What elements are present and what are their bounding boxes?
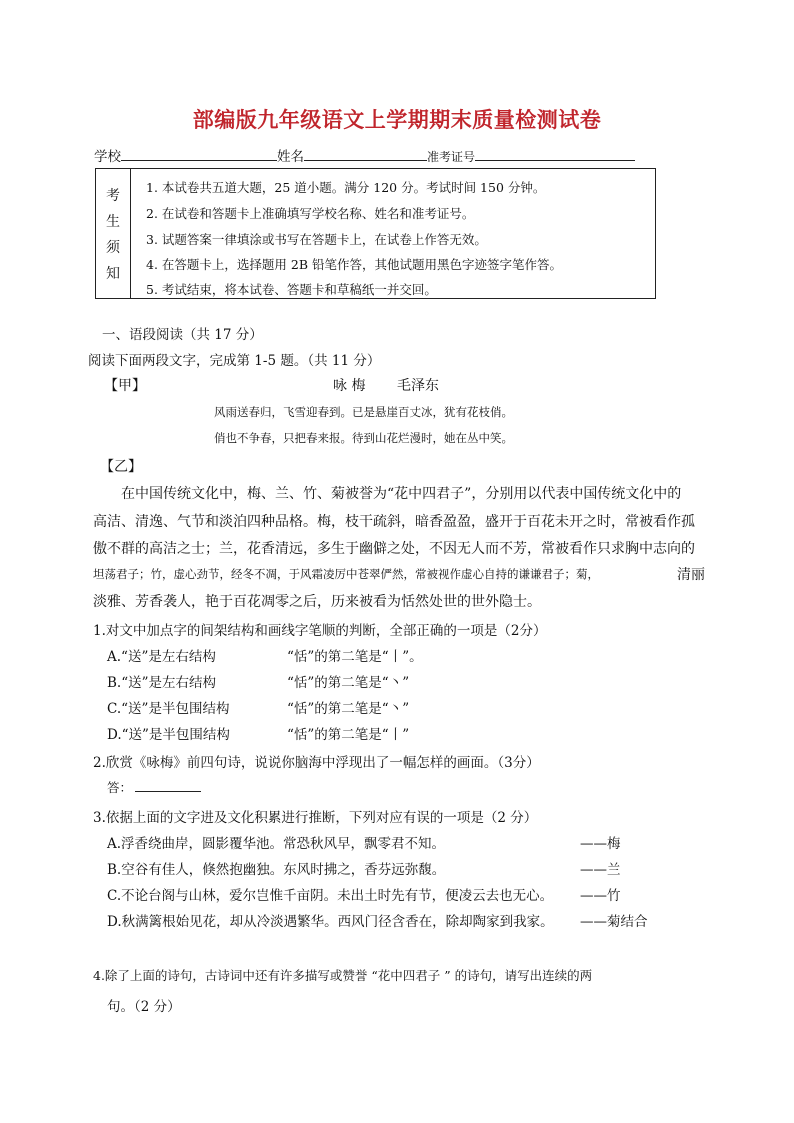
notice-head-char: 知	[106, 266, 120, 282]
exam-no-blank[interactable]	[475, 147, 635, 161]
q1-option-c-stroke: “恬”的第二笔是“丶”	[287, 701, 410, 717]
section-heading: 一、语段阅读（共 17 分）	[102, 327, 263, 343]
q1-option-b-stroke: “恬”的第二笔是“丶”	[287, 675, 410, 691]
passage-yi-line: 清丽	[677, 567, 705, 583]
poem-line: 俏也不争春，只把春来报。待到山花烂漫时，她在丛中笑。	[214, 431, 513, 445]
school-blank[interactable]	[121, 147, 277, 161]
passage-yi-line: 坦荡君子；竹，虚心劲节，经冬不凋，于风霜凌厉中苍翠俨然，常被视作虚心自持的谦谦君子；菊，	[93, 567, 599, 581]
question-2-stem: 2.欣赏《咏梅》前四句诗，说说你脑海中浮现出了一幅怎样的画面。（3分）	[93, 755, 540, 771]
q1-option-d-stroke: “恬”的第二笔是“丨”	[287, 727, 410, 743]
question-3-stem: 3.依据上面的文字进及文化积累进行推断，下列对应有误的一项是（2 分）	[93, 810, 538, 826]
poem-title: 咏 梅	[333, 378, 366, 394]
question-4-stem: 4.除了上面的诗句，古诗词中还有许多描写或赞誉 “花中四君子 ” 的诗句，请写出连续的两	[93, 968, 593, 983]
q1-option-d: D.“送”是半包围结构	[107, 727, 230, 743]
q3-option-d: D.秋满篱根始见花，却从冷淡遇繁华。西风门径含香在，除却陶家到我家。	[107, 914, 554, 930]
notice-head-char: 考	[106, 188, 120, 204]
exam-no-label: 准考证号	[427, 150, 476, 164]
q3-option-a: A.浮香绕曲岸，圆影覆华池。常恐秋风早，飘零君不知。	[107, 836, 446, 852]
poem-author: 毛泽东	[397, 378, 439, 394]
passage-yi-label: 【乙】	[100, 459, 142, 475]
notice-heading	[96, 169, 131, 298]
q2-answer-label: 答：	[107, 780, 133, 795]
q3-option-a-answer: ——梅	[580, 836, 621, 852]
name-blank[interactable]	[304, 147, 427, 161]
notice-head-char: 须	[106, 240, 120, 256]
q3-option-b-answer: ——兰	[580, 862, 621, 878]
passage-yi-line: 高洁、清逸、气节和淡泊四种品格。梅，枝干疏斜，暗香盈盈，盛开于百花未开之时，常被看作孤	[93, 514, 695, 530]
passage-jia-label: 【甲】	[104, 378, 146, 394]
question-1-stem: 1.对文中加点字的间架结构和画线字笔顺的判断，全部正确的一项是（2分）	[93, 623, 547, 639]
q1-option-a: A.“送”是左右结构	[107, 649, 216, 665]
header-info-line	[94, 145, 635, 165]
notice-item: 1. 本试卷共五道大题，25 道小题。满分 120 分。考试时间 150 分钟。	[146, 180, 546, 195]
q1-option-c: C.“送”是半包围结构	[107, 701, 230, 717]
passage-yi-line: 傲不群的高洁之士；兰，花香清远，多生于幽僻之处，不因无人而不芳，常被看作只求胸中志向的	[93, 541, 695, 557]
notice-head-char: 生	[106, 214, 120, 230]
q2-answer-blank[interactable]	[135, 791, 201, 792]
q3-option-d-answer: ——菊结合	[580, 914, 648, 930]
notice-item: 2. 在试卷和答题卡上准确填写学校名称、姓名和准考证号。	[146, 206, 475, 221]
passage-yi-line: 在中国传统文化中，梅、兰、竹、菊被誉为“花中四君子”，分别用以代表中国传统文化中的	[121, 486, 682, 502]
exam-title: 部编版九年级语文上学期期末质量检测试卷	[192, 107, 602, 132]
name-label: 姓名	[277, 149, 304, 165]
q3-option-c-answer: ——竹	[580, 888, 621, 904]
notice-item: 3. 试题答案一律填涂或书写在答题卡上，在试卷上作答无效。	[146, 232, 487, 247]
exam-notice-box	[95, 168, 656, 299]
school-label: 学校	[94, 149, 121, 165]
q3-option-b: B.空谷有佳人，倏然抱幽独。东风时拂之，香芬远弥馥。	[107, 862, 446, 878]
notice-item: 5. 考试结束，将本试卷、答题卡和草稿纸一并交回。	[146, 282, 437, 297]
reading-intro: 阅读下面两段文字，完成第 1-5 题。（共 11 分）	[88, 353, 381, 369]
passage-yi-line: 淡雅、芳香袭人，艳于百花凋零之后，历来被看为恬然处世的世外隐士。	[93, 594, 541, 610]
q1-option-b: B.“送”是左右结构	[107, 675, 217, 691]
poem-line: 风雨送春归，飞雪迎春到。已是悬崖百丈冰，犹有花枝俏。	[214, 405, 513, 419]
notice-item: 4. 在答题卡上，选择题用 2B 铅笔作答，其他试题用黑色字迹签字笔作答。	[146, 257, 562, 272]
question-4-stem-cont: 句。（2 分）	[107, 999, 181, 1015]
q3-option-c: C.不论台阁与山林，爱尔岂惟千亩阴。未出土时先有节，便凌云去也无心。	[107, 888, 554, 904]
q1-option-a-stroke: “恬”的第二笔是“丨”。	[287, 649, 423, 665]
